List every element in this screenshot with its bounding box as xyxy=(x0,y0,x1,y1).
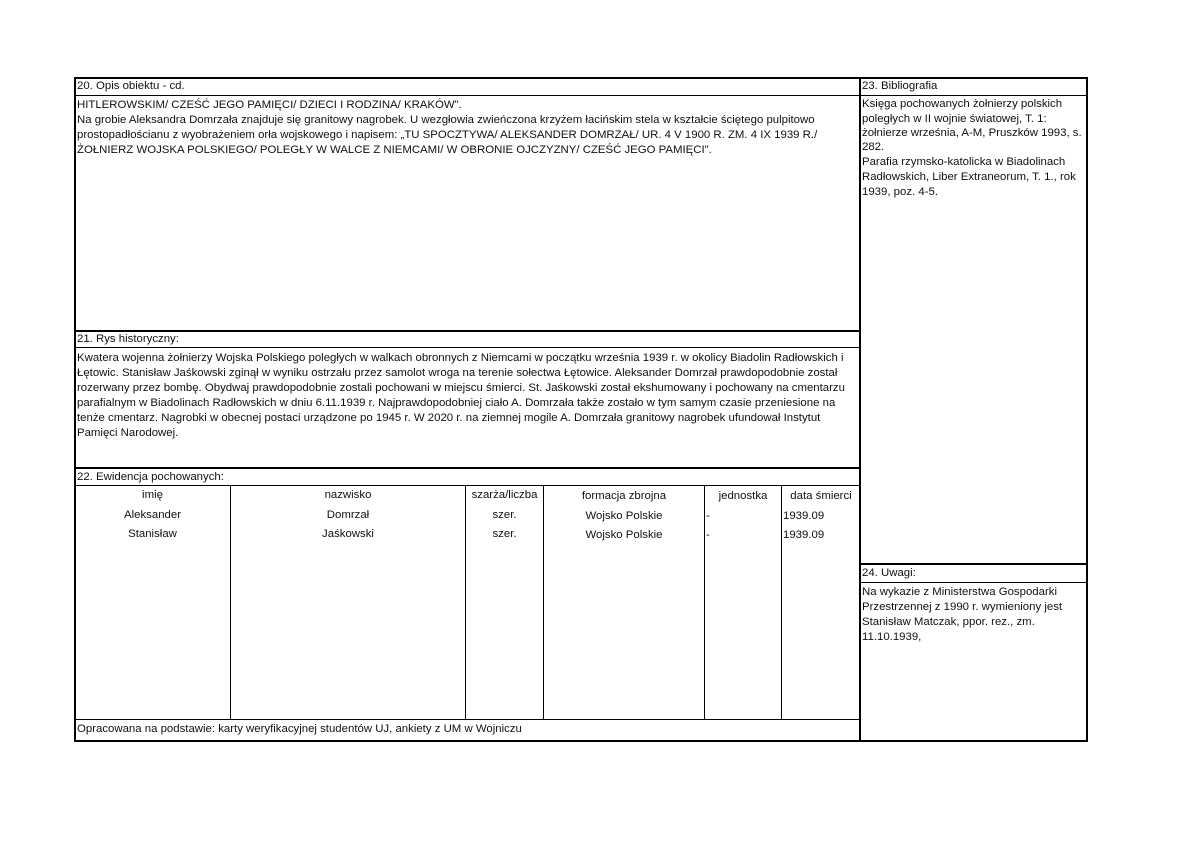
section-23-header-rule xyxy=(860,95,1087,96)
column-header-data-smierci: data śmierci xyxy=(790,490,852,502)
section-divider-23-24 xyxy=(860,563,1088,565)
bibliography-line-3: żołnierze września, A-M, Pruszków 1993, s. xyxy=(862,127,1082,139)
section-20-line-1: HITLEROWSKIM/ CZEŚĆ JEGO PAMIĘCI/ DZIECI I RODZINA/ KRAKÓW". xyxy=(77,99,462,111)
table-col-line xyxy=(781,486,782,719)
remarks-line-2: Przestrzennej z 1990 r. wymieniony jest xyxy=(862,601,1063,613)
column-divider xyxy=(859,77,861,742)
section-20-header: 20. Opis obiektu - cd. xyxy=(77,80,185,92)
table-col-line xyxy=(704,486,705,719)
table-row-1-jednostka: - xyxy=(706,510,710,522)
section-21-line-6: Pamięci Narodowej. xyxy=(77,427,179,439)
table-row-2-szarza: szer. xyxy=(492,528,517,540)
section-21-line-5: tenże cmentarz. Nagrobki w obecnej postaci urządzone po 1945 r. W 2020 r. na ziemnej mogile A. Domrzała granitowy nagrobek ufundował Instytut xyxy=(77,412,821,424)
bibliography-line-4: 282. xyxy=(862,141,885,153)
bibliography-line-7: 1939, poz. 4-5. xyxy=(862,186,938,198)
section-20-line-2: Na grobie Aleksandra Domrzała znajduje się granitowy nagrobek. U wezgłowia zwieńczona krzyżem łacińskim stela w kształcie ściętego pulpitowo xyxy=(77,114,815,126)
column-header-nazwisko: nazwisko xyxy=(324,489,372,501)
bibliography-line-6: Radłowskich, Liber Extraneorum, T. 1., rok xyxy=(862,171,1076,183)
section-20-header-rule xyxy=(75,95,859,96)
column-header-jednostka: jednostka xyxy=(718,490,768,502)
section-22-header: 22. Ewidencja pochowanych: xyxy=(77,471,224,483)
section-20-line-3: prostopadłościanu z wyobrażeniem orła wojskowego i napisem: „TU SPOCZTYWA/ ALEKSANDER DOMRZAŁ/ UR. 4 V 1900 R. ZM. 4 IX 1939 R./ xyxy=(77,129,818,141)
remarks-line-3: Stanisław Matczak, ppor. rez., zm. xyxy=(862,616,1035,628)
section-21-line-3: rozerwany przez bombę. Obydwaj prawdopodobnie zostali pochowani w miejscu śmierci. St. Jaśkowski został ekshumowany i pochowany na cmentarzu xyxy=(77,382,845,394)
section-24-header: 24. Uwagi: xyxy=(862,567,916,579)
section-21-line-2: Łętowic. Stanisław Jaśkowski zginął w wyniku ostrzału przez samolot wroga na terenie sołectwa Łętowice. Aleksander Domrzał prawdopodobnie został xyxy=(77,367,838,379)
bibliography-line-2: poległych w II wojnie światowej, T. 1: xyxy=(862,113,1047,125)
source-note: Opracowana na podstawie: karty weryfikacyjnej studentów UJ, ankiety z UM w Wojniczu xyxy=(77,723,522,735)
column-header-formacja: formacja zbrojna xyxy=(581,490,667,502)
section-divider-21-22 xyxy=(75,467,860,469)
column-header-imie: imię xyxy=(142,489,163,501)
bibliography-line-5: Parafia rzymsko-katolicka w Biadolinach xyxy=(862,156,1066,168)
section-divider-20-21 xyxy=(75,330,860,332)
column-header-szarza: szarża/liczba xyxy=(471,489,538,501)
section-20-line-4: ŻOŁNIERZ WOJSKA POLSKIEGO/ POLEGŁY W WALCE Z NIEMCAMI/ W OBRONIE OJCZYZNY/ CZEŚĆ JEGO PAMIĘCI". xyxy=(77,144,712,156)
bibliography-line-1: Księga pochowanych żołnierzy polskich xyxy=(862,98,1063,110)
table-row-1-imie: Aleksander xyxy=(124,509,181,521)
section-22-header-rule xyxy=(75,485,859,486)
table-row-2-jednostka: - xyxy=(706,529,710,541)
section-23-header: 23. Bibliografia xyxy=(862,80,938,92)
section-21-header: 21. Rys historyczny: xyxy=(77,333,179,345)
table-row-1-formacja: Wojsko Polskie xyxy=(585,510,663,522)
table-row-2-nazwisko: Jaśkowski xyxy=(322,528,374,540)
table-row-1-data: 1939.09 xyxy=(783,510,825,522)
table-footer-rule xyxy=(75,719,859,720)
section-21-line-4: parafialnym w Biadolinach Radłowskich w dniu 6.11.1939 r. Najprawdopodobniej ciało A. Domrzała także zostało w tym samym czasie przeniesione na xyxy=(77,397,836,409)
section-24-header-rule xyxy=(860,582,1087,583)
table-row-1-szarza: szer. xyxy=(492,509,517,521)
table-row-2-formacja: Wojsko Polskie xyxy=(585,529,663,541)
table-row-2-imie: Stanisław xyxy=(128,528,177,540)
section-21-header-rule xyxy=(75,347,859,348)
table-row-2-data: 1939.09 xyxy=(783,529,825,541)
table-row-1-nazwisko: Domrzał xyxy=(326,509,370,521)
section-21-line-1: Kwatera wojenna żołnierzy Wojska Polskiego poległych w walkach obronnych z Niemcami w początku września 1939 r. w okolicy Biadolin Radłowskich i xyxy=(77,352,844,364)
remarks-line-1: Na wykazie z Ministerstwa Gospodarki xyxy=(862,586,1057,598)
remarks-line-4: 11.10.1939, xyxy=(862,631,922,643)
